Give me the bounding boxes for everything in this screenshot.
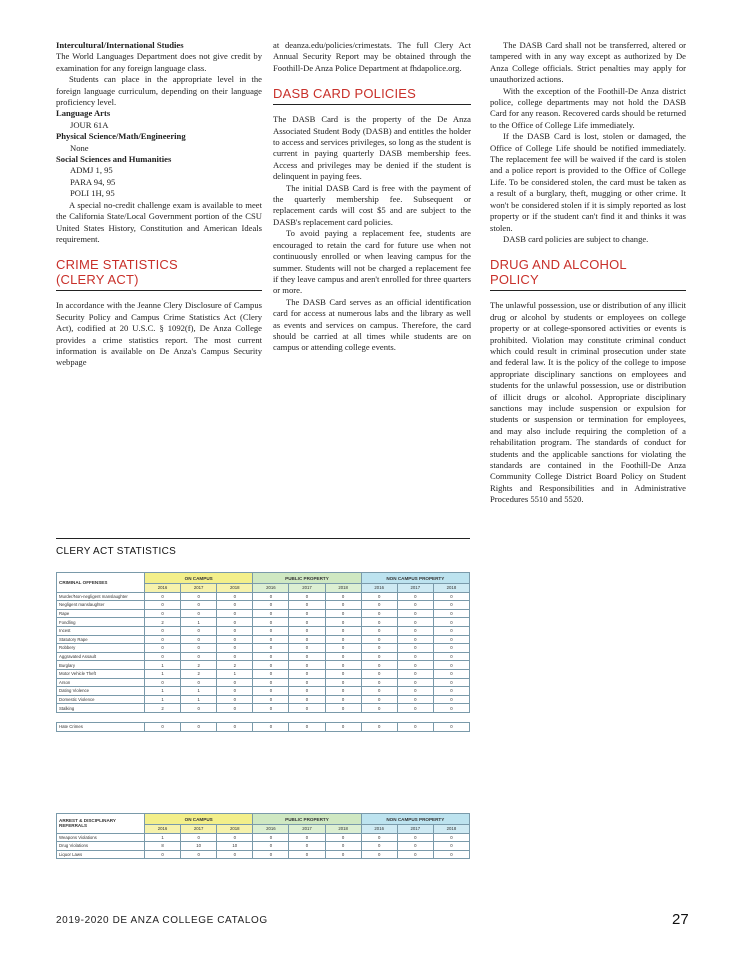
offense-count: 0 — [325, 722, 361, 731]
offense-count: 0 — [289, 722, 325, 731]
offense-count: 0 — [217, 833, 253, 842]
year-header: 2017 — [397, 584, 433, 593]
offense-count: 0 — [253, 669, 289, 678]
offense-count: 0 — [217, 695, 253, 704]
offense-count: 0 — [361, 669, 397, 678]
offense-count: 0 — [433, 833, 469, 842]
offense-count: 0 — [289, 687, 325, 696]
year-header: 2016 — [361, 584, 397, 593]
offense-count: 0 — [253, 722, 289, 731]
offense-count: 10 — [217, 842, 253, 851]
offense-count: 0 — [181, 833, 217, 842]
offense-count: 0 — [361, 704, 397, 713]
location-group-header: ON CAMPUS — [145, 814, 253, 825]
clery-paragraph: In accordance with the Jeanne Clery Disclosure of Campus Security Policy and Campus Crime Statistics Act (Clery Act), codified at 20 U.S.C. § 1092(f), De Anza College provides a crime statistics report. The most current information is available on De Anza's Campus Security webpage — [56, 300, 262, 368]
column-3 — [490, 40, 686, 506]
ssh-label: Social Sciences and Humanities — [56, 154, 172, 165]
offense-count: 0 — [145, 722, 181, 731]
year-header: 2018 — [325, 825, 361, 834]
offense-count: 0 — [361, 644, 397, 653]
offense-count: 0 — [397, 722, 433, 731]
clery-continued-paragraph: at deanza.edu/policies/crimestats. The full Clery Act Annual Security Report may be obtained through the Foothill-De Anza Police Department at fhdapolice.org. — [273, 40, 471, 73]
offense-count: 2 — [217, 661, 253, 670]
offense-count: 0 — [325, 704, 361, 713]
offense-label: Statutory Rape — [57, 635, 145, 644]
offense-count: 0 — [289, 704, 325, 713]
offense-count: 0 — [397, 833, 433, 842]
offense-count: 0 — [361, 661, 397, 670]
offense-label: Fondling — [57, 618, 145, 627]
offense-count: 0 — [361, 652, 397, 661]
offense-count: 0 — [181, 626, 217, 635]
offense-count: 0 — [253, 687, 289, 696]
table-row — [57, 722, 470, 731]
offense-label: Aggravated Assault — [57, 652, 145, 661]
offense-count: 0 — [361, 842, 397, 851]
lang-dept-paragraph: The World Languages Department does not give credit by examination for any foreign language class. — [56, 51, 262, 73]
offense-count: 0 — [217, 652, 253, 661]
table-row — [57, 652, 470, 661]
year-header: 2017 — [289, 825, 325, 834]
offense-count: 0 — [433, 687, 469, 696]
offense-count: 0 — [325, 626, 361, 635]
offense-label: Motor Vehicle Theft — [57, 669, 145, 678]
offense-count: 0 — [397, 644, 433, 653]
offense-count: 0 — [217, 618, 253, 627]
offense-count: 0 — [253, 661, 289, 670]
offense-count: 0 — [361, 626, 397, 635]
offense-count: 0 — [217, 601, 253, 610]
column-2 — [273, 40, 471, 354]
offense-count: 0 — [397, 678, 433, 687]
offense-count: 0 — [325, 669, 361, 678]
offense-count: 0 — [253, 601, 289, 610]
offense-count: 0 — [145, 635, 181, 644]
students-paragraph: Students can place in the appropriate level in the foreign language curriculum, depending on their language proficiency level. — [56, 74, 262, 108]
offense-count: 0 — [325, 601, 361, 610]
offense-count: 0 — [181, 635, 217, 644]
table-row — [57, 609, 470, 618]
offense-count: 0 — [433, 695, 469, 704]
offense-count: 0 — [433, 601, 469, 610]
drug-heading-line1: DRUG AND ALCOHOL — [490, 257, 627, 273]
table-row — [57, 850, 470, 859]
offense-count: 0 — [217, 609, 253, 618]
offense-count: 0 — [181, 592, 217, 601]
table-row — [57, 644, 470, 653]
year-header: 2017 — [181, 584, 217, 593]
offense-count: 2 — [145, 704, 181, 713]
offense-count: 1 — [181, 687, 217, 696]
offense-count: 0 — [289, 678, 325, 687]
drug-heading-line2: POLICY — [490, 272, 539, 288]
table-row — [57, 704, 470, 713]
offense-count: 0 — [325, 687, 361, 696]
offense-count: 0 — [433, 618, 469, 627]
offense-count: 0 — [289, 842, 325, 851]
page-number: 27 — [672, 911, 689, 928]
table-row — [57, 635, 470, 644]
offense-count: 0 — [433, 626, 469, 635]
offense-count: 0 — [217, 626, 253, 635]
offense-count: 1 — [145, 695, 181, 704]
offense-count: 0 — [361, 609, 397, 618]
offense-count: 0 — [289, 609, 325, 618]
offense-count: 0 — [433, 635, 469, 644]
offense-count: 0 — [217, 635, 253, 644]
catalog-footer: 2019-2020 DE ANZA COLLEGE CATALOG — [56, 915, 268, 926]
lang-arts-label: Language Arts — [56, 108, 111, 119]
offense-count: 0 — [217, 678, 253, 687]
offense-count: 0 — [289, 652, 325, 661]
year-header: 2017 — [289, 584, 325, 593]
year-header: 2017 — [181, 825, 217, 834]
location-group-header: ON CAMPUS — [145, 573, 253, 584]
dasb-paragraph-3: To avoid paying a replacement fee, students are encouraged to retain the card for future use when not continuously enrolled or when leaving campus for the summer. Students will not be charged a replacement fee if they leave campus and aren't enrolled for three quarters or more. — [273, 228, 471, 296]
transfer-paragraph: The DASB Card shall not be transferred, altered or tampered with in any way except as authorized by De Anza College officials. Strict penalties may apply for unauthorized actions. — [490, 40, 686, 85]
offense-count: 0 — [325, 609, 361, 618]
offense-count: 0 — [253, 842, 289, 851]
location-group-header: NON CAMPUS PROPERTY — [361, 573, 469, 584]
year-header: 2018 — [217, 584, 253, 593]
offense-count: 0 — [145, 601, 181, 610]
offense-label: Rape — [57, 609, 145, 618]
offense-count: 0 — [397, 661, 433, 670]
offense-count: 0 — [217, 592, 253, 601]
ssh-item: POLI 1H, 95 — [70, 188, 115, 199]
offense-label: Weapons Violations — [57, 833, 145, 842]
year-header: 2018 — [433, 825, 469, 834]
offense-count: 0 — [289, 635, 325, 644]
offense-count: 8 — [145, 842, 181, 851]
table-row — [57, 678, 470, 687]
offense-count: 0 — [217, 850, 253, 859]
offense-count: 0 — [289, 695, 325, 704]
offense-count: 0 — [253, 592, 289, 601]
offense-label: Dating Violence — [57, 687, 145, 696]
year-header: 2016 — [361, 825, 397, 834]
location-group-header: PUBLIC PROPERTY — [253, 814, 361, 825]
offense-count: 0 — [361, 635, 397, 644]
offense-column-header: ARREST & DISCIPLINARY REFERRALS — [57, 814, 145, 834]
offense-count: 0 — [397, 850, 433, 859]
offense-count: 0 — [145, 644, 181, 653]
request-paragraph: With the exception of the Foothill-De Anza district police, college departments may not hold the DASB Card for any reason. Recovered cards should be returned to the Office of College Life immediately. — [490, 85, 686, 130]
table-group-header-row — [57, 814, 470, 825]
offense-label: Stalking — [57, 704, 145, 713]
offense-count: 0 — [397, 626, 433, 635]
location-group-header: PUBLIC PROPERTY — [253, 573, 361, 584]
offense-count: 0 — [397, 695, 433, 704]
offense-count: 0 — [217, 722, 253, 731]
dasb-heading: DASB CARD POLICIES — [273, 86, 471, 105]
offense-count: 0 — [361, 678, 397, 687]
year-header: 2016 — [145, 584, 181, 593]
pse-label: Physical Science/Math/Engineering — [56, 131, 186, 142]
offense-count: 0 — [253, 850, 289, 859]
table-divider — [56, 538, 470, 539]
policy-change-paragraph: DASB card policies are subject to change. — [503, 233, 649, 244]
offense-count: 1 — [145, 833, 181, 842]
year-header: 2016 — [253, 825, 289, 834]
crime-heading-line2: (CLERY ACT) — [56, 272, 139, 288]
offense-count: 0 — [145, 626, 181, 635]
offense-count: 0 — [433, 661, 469, 670]
crime-statistics-heading — [56, 257, 262, 291]
offense-count: 0 — [433, 842, 469, 851]
offense-count: 0 — [325, 842, 361, 851]
dasb-paragraph-1: The DASB Card is the property of the De Anza Associated Student Body (DASB) and entitles the holder to access and services privileges, so long as the student is current in paying quarterly DASB membership fees. Access and privileges may be denied if the student is delinquent in paying fees. — [273, 114, 471, 182]
offense-count: 0 — [325, 635, 361, 644]
table-row — [57, 842, 470, 851]
offense-count: 0 — [253, 833, 289, 842]
offense-count: 1 — [181, 695, 217, 704]
offense-label: Incest — [57, 626, 145, 635]
offense-count: 0 — [181, 678, 217, 687]
offense-label: Liquor Laws — [57, 850, 145, 859]
offense-count: 0 — [433, 704, 469, 713]
offense-count: 2 — [181, 661, 217, 670]
offense-count: 0 — [325, 661, 361, 670]
offense-count: 0 — [325, 644, 361, 653]
offense-count: 0 — [145, 609, 181, 618]
dasb-paragraph-4: The DASB Card serves as an official identification card for access at numerous labs and the library as well as events and services on campus. Therefore, the card should be carried at all times while students are on campus or attending college events. — [273, 296, 471, 353]
offense-count: 0 — [361, 618, 397, 627]
offense-count: 0 — [289, 833, 325, 842]
offense-count: 0 — [289, 626, 325, 635]
offense-count: 0 — [433, 609, 469, 618]
offense-count: 0 — [397, 652, 433, 661]
offense-count: 0 — [253, 695, 289, 704]
offense-count: 0 — [397, 842, 433, 851]
special-exam-paragraph: A special no-credit challenge exam is available to meet the California State/Local Government portion of the CSU United States History, Constitution and American Ideals requirement. — [56, 199, 262, 244]
offense-count: 0 — [397, 669, 433, 678]
offense-count: 0 — [325, 592, 361, 601]
offense-count: 10 — [181, 842, 217, 851]
offense-count: 0 — [217, 687, 253, 696]
offense-count: 0 — [433, 850, 469, 859]
offense-count: 2 — [145, 618, 181, 627]
offense-count: 0 — [181, 652, 217, 661]
offense-count: 0 — [433, 644, 469, 653]
offense-count: 0 — [289, 644, 325, 653]
year-header: 2018 — [433, 584, 469, 593]
clery-arrests-table — [56, 813, 470, 859]
offense-count: 0 — [397, 609, 433, 618]
offense-count: 1 — [181, 618, 217, 627]
table-row — [57, 618, 470, 627]
offense-count: 0 — [433, 592, 469, 601]
offense-count: 0 — [253, 678, 289, 687]
offense-count: 0 — [433, 722, 469, 731]
offense-count: 0 — [433, 678, 469, 687]
offense-label: Negligent manslaughter — [57, 601, 145, 610]
intl-studies-heading: Intercultural/International Studies — [56, 40, 184, 50]
offense-count: 0 — [397, 592, 433, 601]
year-header: 2018 — [217, 825, 253, 834]
offense-count: 0 — [253, 635, 289, 644]
table-row — [57, 626, 470, 635]
offense-count: 0 — [361, 592, 397, 601]
table-row — [57, 661, 470, 670]
offense-count: 0 — [217, 704, 253, 713]
offense-count: 0 — [361, 695, 397, 704]
offense-count: 0 — [253, 609, 289, 618]
offense-label: Drug Violations — [57, 842, 145, 851]
location-group-header: NON CAMPUS PROPERTY — [361, 814, 469, 825]
offense-count: 0 — [181, 850, 217, 859]
offense-count: 0 — [289, 850, 325, 859]
offense-label: Arson — [57, 678, 145, 687]
ssh-item: ADMJ 1, 95 — [70, 165, 113, 176]
table-row — [57, 601, 470, 610]
clery-offenses-table — [56, 572, 470, 732]
offense-count: 0 — [181, 601, 217, 610]
ssh-item: PARA 94, 95 — [70, 176, 116, 187]
drug-policy-paragraph: The unlawful possession, use or distribution of any illicit drug or alcohol by students or employees on college property or at college-sponsored activities or events is prohibited. Violation may constitute criminal conduct which could result in criminal prosecution under state and federal law. It is the policy of the college to impose appropriate disciplinary sanctions on employees and students for the unlawful possession, use or distribution of illicit drugs or alcohol. Appropriate disciplinary sanctions may include suspension or expulsion for students or suspension or termination for employees, and may also include requiring the completion of a rehabilitation program. The standards of conduct for students and the applicable sanctions for violating the standards are contained in the Foothill-De Anza Community College District Board Policy on Student Rights and Responsibilities and in Administrative Procedures 5510 and 5520. — [490, 300, 686, 505]
offense-count: 0 — [397, 618, 433, 627]
offense-count: 0 — [433, 652, 469, 661]
offense-count: 0 — [253, 644, 289, 653]
offense-label: Robbery — [57, 644, 145, 653]
offense-label: Domestic Violence — [57, 695, 145, 704]
offense-count: 0 — [289, 669, 325, 678]
offense-count: 0 — [181, 704, 217, 713]
offense-count: 1 — [145, 687, 181, 696]
year-header: 2017 — [397, 825, 433, 834]
crime-heading-line1: CRIME STATISTICS — [56, 257, 178, 273]
offense-count: 0 — [181, 609, 217, 618]
offense-count: 0 — [325, 695, 361, 704]
offense-count: 0 — [289, 618, 325, 627]
lang-arts-item: JOUR 61A — [70, 119, 109, 130]
dasb-paragraph-2: The initial DASB Card is free with the payment of the quarterly membership fee. Subsequent or replacement cards will cost $5 and are subject to the DASB's replacement card policies. — [273, 182, 471, 227]
offense-count: 0 — [397, 687, 433, 696]
offense-count: 0 — [325, 850, 361, 859]
offense-count: 0 — [289, 661, 325, 670]
offense-count: 0 — [325, 678, 361, 687]
offense-label: Hate Crimes — [57, 722, 145, 731]
offense-count: 0 — [145, 850, 181, 859]
offense-count: 0 — [325, 618, 361, 627]
offense-count: 2 — [181, 669, 217, 678]
offense-count: 0 — [361, 601, 397, 610]
offense-count: 0 — [145, 592, 181, 601]
offense-count: 0 — [181, 722, 217, 731]
drug-alcohol-heading — [490, 257, 686, 291]
offense-count: 0 — [361, 833, 397, 842]
pse-item: None — [70, 142, 89, 153]
lost-card-paragraph: If the DASB Card is lost, stolen or damaged, the Office of College Life should be notified immediately. The replacement fee will be waived if the card is stolen and a police report is provided to the Office of College Life. To be considered stolen, the card must be taken as a result of a burglary, theft, mugging or other crime. It won't be considered stolen if it is simply reported as lost property or if the student can't find it and thinks it was stolen. — [490, 131, 686, 233]
offense-count: 0 — [181, 644, 217, 653]
table-spacer-row — [57, 712, 470, 722]
offense-count: 0 — [397, 704, 433, 713]
offense-count: 1 — [217, 669, 253, 678]
offense-label: Murder/Non-negligent manslaughter — [57, 592, 145, 601]
offense-count: 0 — [253, 626, 289, 635]
offense-count: 1 — [145, 661, 181, 670]
year-header: 2016 — [253, 584, 289, 593]
offense-label: Burglary — [57, 661, 145, 670]
table-row — [57, 687, 470, 696]
offense-count: 0 — [325, 652, 361, 661]
offense-count: 0 — [325, 833, 361, 842]
offense-count: 0 — [361, 850, 397, 859]
offense-count: 0 — [217, 644, 253, 653]
table-row — [57, 833, 470, 842]
offense-count: 0 — [145, 652, 181, 661]
offense-count: 0 — [361, 722, 397, 731]
table-row — [57, 669, 470, 678]
year-header: 2016 — [145, 825, 181, 834]
offense-count: 0 — [397, 635, 433, 644]
offense-count: 0 — [253, 704, 289, 713]
table-row — [57, 592, 470, 601]
offense-column-header: CRIMINAL OFFENSES — [57, 573, 145, 593]
offense-count: 0 — [253, 652, 289, 661]
offense-count: 0 — [289, 601, 325, 610]
table-row — [57, 695, 470, 704]
clery-table-title: CLERY ACT STATISTICS — [56, 546, 177, 557]
offense-count: 0 — [397, 601, 433, 610]
offense-count: 0 — [433, 669, 469, 678]
column-1 — [56, 40, 262, 369]
offense-count: 1 — [145, 669, 181, 678]
table-group-header-row — [57, 573, 470, 584]
offense-count: 0 — [253, 618, 289, 627]
table-spacer — [57, 712, 470, 722]
offense-count: 0 — [361, 687, 397, 696]
offense-count: 0 — [289, 592, 325, 601]
year-header: 2018 — [325, 584, 361, 593]
offense-count: 0 — [145, 678, 181, 687]
